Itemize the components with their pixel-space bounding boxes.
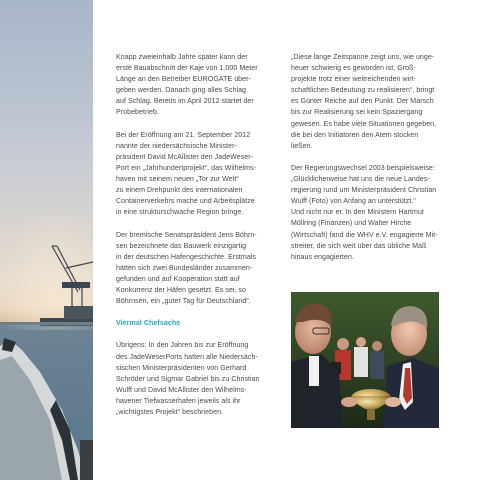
text-line: nannte der niedersächsische Minister- xyxy=(116,142,237,150)
photo-handover-scene xyxy=(291,292,439,428)
text-line: es Günter Reiche auf den Punkt. Der Marsch xyxy=(291,98,434,106)
photo-handover xyxy=(291,292,439,428)
text-line: heuer schwierig es geworden ist, Groß- xyxy=(291,65,416,73)
text-line: regierung rund um Ministerpräsident Christian xyxy=(291,187,437,195)
text-line: Möllring (Finanzen) und Walter Hirche xyxy=(291,220,412,228)
text-line: Knapp zweieinhalb Jahre später kann der xyxy=(116,54,248,61)
pontoon-structure xyxy=(64,306,93,319)
text-line: Wulff (Foto) von Anfang an unterstützt.“ xyxy=(291,198,416,206)
paragraph-zeitspanne xyxy=(291,52,449,152)
text-line: auf Schlag. Bereits im April 2012 startet der xyxy=(116,98,254,106)
text-line: (Wirtschaft) fand die WHV e.V. engagierte Mit- xyxy=(291,231,438,239)
text-line: Konkurrenz der Häfen gesetzt. Es sei, so xyxy=(116,286,247,294)
subheading-viermal-chefsache: Viermal Chefsache xyxy=(116,319,181,328)
text-line: des JadeWeserPorts hatten alle Niedersäch- xyxy=(116,353,258,361)
text-line: geben werden. Danach ging alles Schlag xyxy=(116,87,247,95)
harbor-scene xyxy=(0,0,93,480)
text-line: Der bremische Senatspräsident Jens Böhrn- xyxy=(116,231,257,239)
text-line: Port ein „Jahrhundertprojekt“, das Wilhelms- xyxy=(116,164,257,172)
text-line: Der Regierungswechsel 2003 beispielsweise: xyxy=(291,164,435,172)
text-line: Übrigens: In den Jahren bis zur Eröffnung xyxy=(116,342,249,350)
text-line: Böhrnsen, ein „guter Tag für Deutschland“. xyxy=(116,298,251,306)
text-line: Wulff und David McAllister den Wilhelms- xyxy=(116,386,247,394)
text-line: in eine strukturschwache Region bringe. xyxy=(116,209,244,217)
text-line: die bei den Initiatoren den Atem stocken xyxy=(291,131,419,139)
crane-cabin xyxy=(62,282,90,288)
text-line: Containerverkehrs mache und Arbeitsplätze xyxy=(116,198,255,206)
text-line: in der deutschen Hafengeschichte. Erstmals xyxy=(116,253,256,261)
harbor-photo-strip xyxy=(0,0,93,480)
text-line: Und nicht nur er. In den Ministern Hartmut xyxy=(291,209,424,217)
text-line: ließen. xyxy=(291,142,313,150)
text-line: „Glücklicherweise hat uns die neue Landes- xyxy=(291,176,430,184)
text-line: zu einem Drehpunkt des internationalen xyxy=(116,187,243,195)
text-line: gefunden und auf Kooperation statt auf xyxy=(116,275,240,283)
text-line: Schröder und Sigmar Gabriel bis zu Christian xyxy=(116,375,260,383)
text-line: „wichtigstes Projekt“ beschrieben. xyxy=(116,409,224,416)
text-line: havener Tiefwasserhafen jeweils als ihr xyxy=(116,397,241,405)
paragraph-chefsache xyxy=(116,340,274,418)
text-line: streiter, die sich weit über das übliche Maß xyxy=(291,242,427,250)
text-line: bis zur Realisierung sei kein Spaziergang xyxy=(291,109,423,117)
paragraph-kaje xyxy=(116,52,274,119)
text-line: projekte trotz einer weitreichenden wirt- xyxy=(291,76,417,84)
text-line: hätten sich zwei Bundesländer zusammen- xyxy=(116,264,253,272)
text-column-left xyxy=(116,52,274,429)
text-line: haven mit seinem neuen „Tor zur Welt“ xyxy=(116,176,239,184)
text-line: Probebetrieb. xyxy=(116,109,159,117)
text-line: sischen Ministerpräsidenten von Gerhard xyxy=(116,364,247,372)
text-line: erste Bauabschnitt der Kaje von 1.000 Meter xyxy=(116,65,258,73)
text-column-right xyxy=(291,52,449,274)
text-line: präsident David McAllister den JadeWeser- xyxy=(116,153,254,161)
text-line: schaftlichen Bedeutung zu realisieren“, bringt xyxy=(291,87,435,95)
text-line: Bei der Eröffnung am 21. September 2012 xyxy=(116,131,251,139)
paragraph-boehrnsen xyxy=(116,230,274,308)
paragraph-regierungswechsel xyxy=(291,163,449,263)
text-line: „Diese lange Zeitspanne zeigt uns, wie unge- xyxy=(291,54,435,61)
text-line: Länge an den Betreiber EUROGATE über- xyxy=(116,76,251,84)
text-line: sen bezeichnete das Bauwerk einzigartig xyxy=(116,242,247,250)
paragraph-eroeffnung xyxy=(116,130,274,219)
text-line: gewesen. Es habe viele Situationen gegeben, xyxy=(291,120,437,128)
text-line: hinaus engagierten. xyxy=(291,253,354,261)
